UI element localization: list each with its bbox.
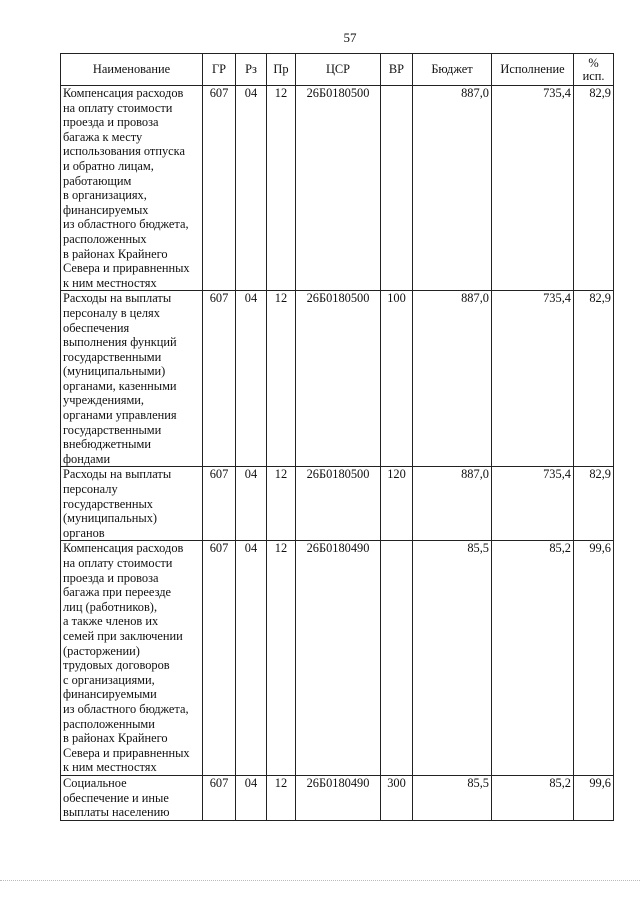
row-name-line: на оплату стоимости: [63, 100, 173, 115]
row-budget: 887,0: [413, 467, 492, 541]
row-execution: 85,2: [492, 541, 574, 776]
header-row: [61, 54, 614, 86]
header-percent-symbol: %: [588, 55, 599, 70]
row-gr: 607: [203, 775, 236, 820]
row-pr: 12: [267, 291, 296, 467]
header-rz: Рз: [236, 54, 267, 86]
row-name-line: проезда и провоза: [63, 115, 159, 130]
row-gr: 607: [203, 541, 236, 776]
row-name-line: обеспечение и иные: [63, 790, 169, 805]
row-rz: 04: [236, 467, 267, 541]
row-vr: 120: [381, 467, 413, 541]
header-gr: ГР: [203, 54, 236, 86]
row-name-line: внебюджетными: [63, 437, 151, 452]
header-budget: Бюджет: [413, 54, 492, 86]
row-name-line: Расходы на выплаты: [63, 291, 172, 306]
row-percent: 82,9: [574, 291, 614, 467]
header-name: Наименование: [61, 54, 203, 86]
row-pr: 12: [267, 775, 296, 820]
row-csr: 26Б0180500: [296, 291, 381, 467]
header-csr: ЦСР: [296, 54, 381, 86]
header-pr: Пр: [267, 54, 296, 86]
row-vr: [381, 86, 413, 291]
row-name: [61, 541, 203, 776]
row-name-line: с организациями,: [63, 672, 155, 687]
row-percent: 99,6: [574, 775, 614, 820]
row-execution: 735,4: [492, 291, 574, 467]
row-percent: 82,9: [574, 467, 614, 541]
row-name-line: к ним местностях: [63, 760, 157, 775]
row-name-line: выполнения функций: [63, 335, 177, 350]
table-row: [61, 291, 614, 467]
row-percent: 82,9: [574, 86, 614, 291]
row-name-line: органов: [63, 525, 105, 540]
row-gr: 607: [203, 291, 236, 467]
row-budget: 85,5: [413, 541, 492, 776]
row-name-line: из областного бюджета,: [63, 217, 189, 232]
row-name-line: персоналу в целях: [63, 305, 160, 320]
row-budget: 887,0: [413, 291, 492, 467]
row-percent: 99,6: [574, 541, 614, 776]
row-rz: 04: [236, 541, 267, 776]
table-row: [61, 775, 614, 820]
header-execution: Исполнение: [492, 54, 574, 86]
row-name-line: использования отпуска: [63, 144, 185, 159]
row-name-line: Компенсация расходов: [63, 541, 184, 556]
row-rz: 04: [236, 86, 267, 291]
row-name: [61, 775, 203, 820]
row-name-line: работающим: [63, 173, 132, 188]
row-name-line: и обратно лицам,: [63, 158, 154, 173]
row-name-line: лиц (работников),: [63, 599, 158, 614]
row-name-line: расположенными: [63, 716, 155, 731]
row-name-line: (муниципальными): [63, 364, 166, 379]
row-execution: 735,4: [492, 86, 574, 291]
row-csr: 26Б0180490: [296, 541, 381, 776]
row-budget: 85,5: [413, 775, 492, 820]
row-name-line: трудовых договоров: [63, 658, 170, 673]
row-name-line: государственных: [63, 496, 154, 511]
header-percent: [574, 54, 614, 86]
row-name: [61, 86, 203, 291]
row-name-line: Севера и приравненных: [63, 745, 190, 760]
row-vr: [381, 541, 413, 776]
page-number: 57: [343, 30, 357, 45]
row-name-line: органами управления: [63, 408, 177, 423]
row-name-line: фондами: [63, 451, 111, 466]
row-name-line: Севера и приравненных: [63, 261, 190, 276]
row-name-line: государственными: [63, 422, 162, 437]
row-name-line: багажа при переезде: [63, 585, 172, 600]
row-name-line: финансируемыми: [63, 687, 157, 702]
row-name-line: персоналу: [63, 482, 118, 497]
row-name-line: (муниципальных): [63, 511, 158, 526]
row-name-line: проезда и провоза: [63, 570, 159, 585]
row-name-line: семей при заключении: [63, 628, 183, 643]
table-row: [61, 541, 614, 776]
row-name: [61, 291, 203, 467]
row-name-line: учреждениями,: [63, 393, 145, 408]
row-pr: 12: [267, 467, 296, 541]
table-row: [61, 467, 614, 541]
row-name-line: к ним местностях: [63, 275, 157, 290]
row-name-line: государственными: [63, 349, 162, 364]
row-name-line: из областного бюджета,: [63, 701, 189, 716]
row-name-line: обеспечения: [63, 320, 130, 335]
bottom-scan-line: [0, 880, 640, 882]
row-gr: 607: [203, 467, 236, 541]
row-name-line: органами, казенными: [63, 378, 177, 393]
row-name-line: Социальное: [63, 775, 127, 790]
row-name-line: а также членов их: [63, 614, 159, 629]
row-name-line: финансируемых: [63, 202, 149, 217]
row-name-line: Расходы на выплаты: [63, 467, 172, 482]
table-body: [61, 86, 614, 821]
row-vr: 100: [381, 291, 413, 467]
row-execution: 85,2: [492, 775, 574, 820]
row-name-line: выплаты населению: [63, 805, 170, 820]
row-budget: 887,0: [413, 86, 492, 291]
row-name-line: багажа к месту: [63, 129, 143, 144]
row-name-line: Компенсация расходов: [63, 86, 184, 100]
row-name-line: (расторжении): [63, 643, 140, 658]
row-rz: 04: [236, 775, 267, 820]
row-csr: 26Б0180500: [296, 467, 381, 541]
row-rz: 04: [236, 291, 267, 467]
row-name-line: расположенных: [63, 231, 147, 246]
row-execution: 735,4: [492, 467, 574, 541]
row-csr: 26Б0180490: [296, 775, 381, 820]
row-name-line: в организациях,: [63, 188, 147, 203]
row-csr: 26Б0180500: [296, 86, 381, 291]
row-name-line: в районах Крайнего: [63, 246, 168, 261]
row-name-line: на оплату стоимости: [63, 556, 173, 570]
row-pr: 12: [267, 541, 296, 776]
row-pr: 12: [267, 86, 296, 291]
row-name-line: в районах Крайнего: [63, 731, 168, 746]
table-row: [61, 86, 614, 291]
header-percent-label: исп.: [582, 68, 605, 83]
header-vr: ВР: [381, 54, 413, 86]
budget-table: [60, 53, 614, 821]
row-gr: 607: [203, 86, 236, 291]
row-name: [61, 467, 203, 541]
row-vr: 300: [381, 775, 413, 820]
